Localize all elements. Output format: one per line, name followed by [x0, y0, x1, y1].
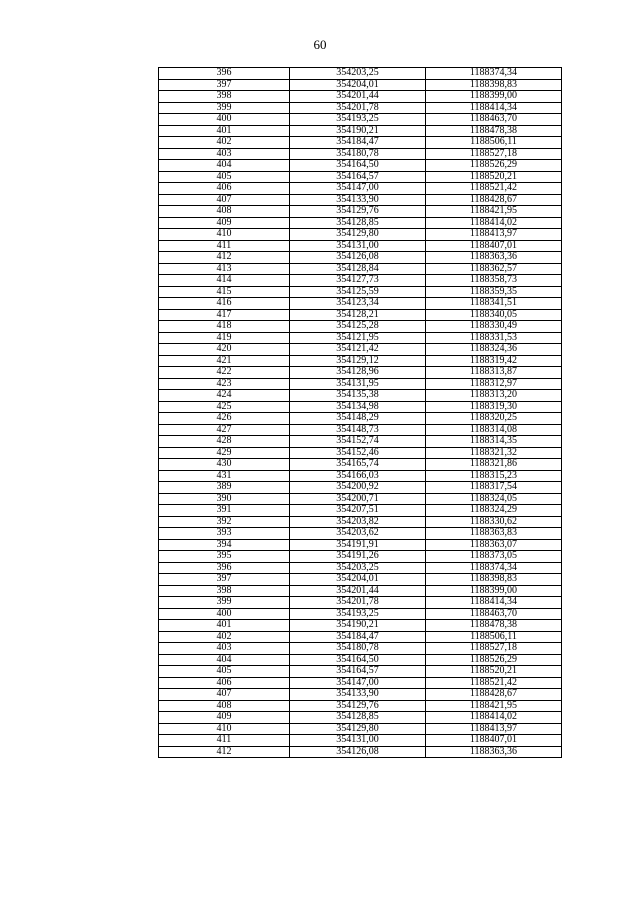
x-coordinate-cell: 354203,82 — [290, 516, 426, 528]
point-number-cell: 400 — [159, 114, 290, 126]
point-number-cell: 398 — [159, 91, 290, 103]
x-coordinate-cell: 354190,21 — [290, 125, 426, 137]
x-coordinate-cell: 354201,78 — [290, 102, 426, 114]
x-coordinate-cell: 354126,08 — [290, 252, 426, 264]
table-row — [159, 275, 562, 287]
table-row — [159, 505, 562, 517]
x-coordinate-cell: 354129,76 — [290, 700, 426, 712]
table-row — [159, 79, 562, 91]
table-row — [159, 240, 562, 252]
y-coordinate-cell: 1188359,35 — [426, 286, 562, 298]
table-row — [159, 413, 562, 425]
table-row — [159, 447, 562, 459]
point-number-cell: 410 — [159, 723, 290, 735]
y-coordinate-cell: 1188520,21 — [426, 666, 562, 678]
x-coordinate-cell: 354148,29 — [290, 413, 426, 425]
x-coordinate-cell: 354200,71 — [290, 493, 426, 505]
x-coordinate-cell: 354180,78 — [290, 148, 426, 160]
point-number-cell: 414 — [159, 275, 290, 287]
y-coordinate-cell: 1188413,97 — [426, 229, 562, 241]
y-coordinate-cell: 1188398,83 — [426, 574, 562, 586]
x-coordinate-cell: 354190,21 — [290, 620, 426, 632]
table-row — [159, 424, 562, 436]
point-number-cell: 412 — [159, 252, 290, 264]
y-coordinate-cell: 1188521,42 — [426, 677, 562, 689]
table-row — [159, 712, 562, 724]
point-number-cell: 417 — [159, 309, 290, 321]
point-number-cell: 425 — [159, 401, 290, 413]
point-number-cell: 399 — [159, 102, 290, 114]
x-coordinate-cell: 354201,44 — [290, 91, 426, 103]
table-row — [159, 217, 562, 229]
point-number-cell: 392 — [159, 516, 290, 528]
table-row — [159, 528, 562, 540]
x-coordinate-cell: 354164,57 — [290, 171, 426, 183]
point-number-cell: 404 — [159, 160, 290, 172]
y-coordinate-cell: 1188374,34 — [426, 562, 562, 574]
table-row — [159, 298, 562, 310]
y-coordinate-cell: 1188330,62 — [426, 516, 562, 528]
x-coordinate-cell: 354200,92 — [290, 482, 426, 494]
table-row — [159, 677, 562, 689]
table-row — [159, 390, 562, 402]
point-number-cell: 421 — [159, 355, 290, 367]
y-coordinate-cell: 1188413,97 — [426, 723, 562, 735]
x-coordinate-cell: 354131,95 — [290, 378, 426, 390]
point-number-cell: 402 — [159, 137, 290, 149]
y-coordinate-cell: 1188414,34 — [426, 597, 562, 609]
x-coordinate-cell: 354128,96 — [290, 367, 426, 379]
point-number-cell: 427 — [159, 424, 290, 436]
x-coordinate-cell: 354165,74 — [290, 459, 426, 471]
point-number-cell: 409 — [159, 217, 290, 229]
point-number-cell: 428 — [159, 436, 290, 448]
table-row — [159, 436, 562, 448]
y-coordinate-cell: 1188428,67 — [426, 194, 562, 206]
x-coordinate-cell: 354128,84 — [290, 263, 426, 275]
point-number-cell: 413 — [159, 263, 290, 275]
point-number-cell: 393 — [159, 528, 290, 540]
table-row — [159, 91, 562, 103]
y-coordinate-cell: 1188319,42 — [426, 355, 562, 367]
x-coordinate-cell: 354133,90 — [290, 689, 426, 701]
y-coordinate-cell: 1188506,11 — [426, 137, 562, 149]
table-row — [159, 620, 562, 632]
point-number-cell: 431 — [159, 470, 290, 482]
y-coordinate-cell: 1188421,95 — [426, 700, 562, 712]
table-row — [159, 309, 562, 321]
table-row — [159, 631, 562, 643]
y-coordinate-cell: 1188399,00 — [426, 585, 562, 597]
y-coordinate-cell: 1188399,00 — [426, 91, 562, 103]
x-coordinate-cell: 354147,00 — [290, 183, 426, 195]
x-coordinate-cell: 354184,47 — [290, 137, 426, 149]
y-coordinate-cell: 1188321,32 — [426, 447, 562, 459]
y-coordinate-cell: 1188358,73 — [426, 275, 562, 287]
point-number-cell: 412 — [159, 746, 290, 758]
y-coordinate-cell: 1188373,05 — [426, 551, 562, 563]
x-coordinate-cell: 354180,78 — [290, 643, 426, 655]
table-row — [159, 654, 562, 666]
x-coordinate-cell: 354129,12 — [290, 355, 426, 367]
x-coordinate-cell: 354164,57 — [290, 666, 426, 678]
x-coordinate-cell: 354128,85 — [290, 217, 426, 229]
y-coordinate-cell: 1188506,11 — [426, 631, 562, 643]
table-row — [159, 102, 562, 114]
table-row — [159, 206, 562, 218]
y-coordinate-cell: 1188341,51 — [426, 298, 562, 310]
table-row — [159, 125, 562, 137]
point-number-cell: 402 — [159, 631, 290, 643]
table-row — [159, 608, 562, 620]
x-coordinate-cell: 354131,00 — [290, 735, 426, 747]
coordinates-table — [158, 67, 562, 758]
y-coordinate-cell: 1188363,36 — [426, 746, 562, 758]
y-coordinate-cell: 1188527,18 — [426, 643, 562, 655]
table-row — [159, 367, 562, 379]
x-coordinate-cell: 354193,25 — [290, 114, 426, 126]
x-coordinate-cell: 354125,28 — [290, 321, 426, 333]
x-coordinate-cell: 354201,44 — [290, 585, 426, 597]
point-number-cell: 426 — [159, 413, 290, 425]
table-row — [159, 194, 562, 206]
y-coordinate-cell: 1188520,21 — [426, 171, 562, 183]
point-number-cell: 416 — [159, 298, 290, 310]
point-number-cell: 396 — [159, 68, 290, 80]
point-number-cell: 408 — [159, 206, 290, 218]
coordinates-table-body — [159, 68, 562, 758]
table-row — [159, 344, 562, 356]
point-number-cell: 398 — [159, 585, 290, 597]
table-row — [159, 114, 562, 126]
table-row — [159, 470, 562, 482]
table-row — [159, 643, 562, 655]
y-coordinate-cell: 1188330,49 — [426, 321, 562, 333]
y-coordinate-cell: 1188421,95 — [426, 206, 562, 218]
table-row — [159, 229, 562, 241]
x-coordinate-cell: 354125,59 — [290, 286, 426, 298]
x-coordinate-cell: 354204,01 — [290, 574, 426, 586]
page-number: 60 — [313, 37, 327, 52]
table-row — [159, 539, 562, 551]
table-row — [159, 252, 562, 264]
point-number-cell: 399 — [159, 597, 290, 609]
table-row — [159, 585, 562, 597]
y-coordinate-cell: 1188398,83 — [426, 79, 562, 91]
table-row — [159, 171, 562, 183]
x-coordinate-cell: 354121,95 — [290, 332, 426, 344]
x-coordinate-cell: 354203,62 — [290, 528, 426, 540]
x-coordinate-cell: 354203,25 — [290, 68, 426, 80]
point-number-cell: 390 — [159, 493, 290, 505]
table-row — [159, 551, 562, 563]
table-row — [159, 482, 562, 494]
y-coordinate-cell: 1188362,57 — [426, 263, 562, 275]
x-coordinate-cell: 354191,26 — [290, 551, 426, 563]
table-row — [159, 516, 562, 528]
x-coordinate-cell: 354123,34 — [290, 298, 426, 310]
x-coordinate-cell: 354204,01 — [290, 79, 426, 91]
table-row — [159, 148, 562, 160]
x-coordinate-cell: 354129,80 — [290, 229, 426, 241]
point-number-cell: 389 — [159, 482, 290, 494]
x-coordinate-cell: 354129,80 — [290, 723, 426, 735]
table-row — [159, 562, 562, 574]
y-coordinate-cell: 1188315,23 — [426, 470, 562, 482]
x-coordinate-cell: 354152,46 — [290, 447, 426, 459]
table-row — [159, 723, 562, 735]
table-row — [159, 183, 562, 195]
x-coordinate-cell: 354127,73 — [290, 275, 426, 287]
y-coordinate-cell: 1188407,01 — [426, 240, 562, 252]
y-coordinate-cell: 1188331,53 — [426, 332, 562, 344]
point-number-cell: 401 — [159, 620, 290, 632]
x-coordinate-cell: 354191,91 — [290, 539, 426, 551]
table-row — [159, 700, 562, 712]
table-row — [159, 321, 562, 333]
table-row — [159, 666, 562, 678]
y-coordinate-cell: 1188463,70 — [426, 114, 562, 126]
point-number-cell: 394 — [159, 539, 290, 551]
point-number-cell: 400 — [159, 608, 290, 620]
y-coordinate-cell: 1188414,02 — [426, 712, 562, 724]
y-coordinate-cell: 1188324,05 — [426, 493, 562, 505]
point-number-cell: 395 — [159, 551, 290, 563]
point-number-cell: 419 — [159, 332, 290, 344]
y-coordinate-cell: 1188319,30 — [426, 401, 562, 413]
point-number-cell: 408 — [159, 700, 290, 712]
point-number-cell: 397 — [159, 574, 290, 586]
table-row — [159, 493, 562, 505]
point-number-cell: 403 — [159, 643, 290, 655]
x-coordinate-cell: 354131,00 — [290, 240, 426, 252]
table-row — [159, 332, 562, 344]
x-coordinate-cell: 354152,74 — [290, 436, 426, 448]
y-coordinate-cell: 1188363,07 — [426, 539, 562, 551]
x-coordinate-cell: 354121,42 — [290, 344, 426, 356]
y-coordinate-cell: 1188313,87 — [426, 367, 562, 379]
y-coordinate-cell: 1188407,01 — [426, 735, 562, 747]
point-number-cell: 430 — [159, 459, 290, 471]
point-number-cell: 409 — [159, 712, 290, 724]
x-coordinate-cell: 354203,25 — [290, 562, 426, 574]
point-number-cell: 429 — [159, 447, 290, 459]
table-row — [159, 160, 562, 172]
x-coordinate-cell: 354128,85 — [290, 712, 426, 724]
y-coordinate-cell: 1188428,67 — [426, 689, 562, 701]
y-coordinate-cell: 1188313,20 — [426, 390, 562, 402]
x-coordinate-cell: 354133,90 — [290, 194, 426, 206]
x-coordinate-cell: 354207,51 — [290, 505, 426, 517]
y-coordinate-cell: 1188463,70 — [426, 608, 562, 620]
y-coordinate-cell: 1188527,18 — [426, 148, 562, 160]
table-row — [159, 746, 562, 758]
x-coordinate-cell: 354166,03 — [290, 470, 426, 482]
y-coordinate-cell: 1188526,29 — [426, 654, 562, 666]
point-number-cell: 403 — [159, 148, 290, 160]
point-number-cell: 411 — [159, 240, 290, 252]
y-coordinate-cell: 1188363,83 — [426, 528, 562, 540]
point-number-cell: 418 — [159, 321, 290, 333]
point-number-cell: 423 — [159, 378, 290, 390]
y-coordinate-cell: 1188321,86 — [426, 459, 562, 471]
table-row — [159, 263, 562, 275]
table-row — [159, 735, 562, 747]
point-number-cell: 396 — [159, 562, 290, 574]
x-coordinate-cell: 354147,00 — [290, 677, 426, 689]
y-coordinate-cell: 1188324,29 — [426, 505, 562, 517]
y-coordinate-cell: 1188414,02 — [426, 217, 562, 229]
table-row — [159, 68, 562, 80]
point-number-cell: 405 — [159, 171, 290, 183]
y-coordinate-cell: 1188312,97 — [426, 378, 562, 390]
y-coordinate-cell: 1188363,36 — [426, 252, 562, 264]
y-coordinate-cell: 1188317,54 — [426, 482, 562, 494]
y-coordinate-cell: 1188374,34 — [426, 68, 562, 80]
y-coordinate-cell: 1188521,42 — [426, 183, 562, 195]
x-coordinate-cell: 354129,76 — [290, 206, 426, 218]
point-number-cell: 406 — [159, 677, 290, 689]
point-number-cell: 410 — [159, 229, 290, 241]
point-number-cell: 415 — [159, 286, 290, 298]
table-row — [159, 459, 562, 471]
table-row — [159, 378, 562, 390]
y-coordinate-cell: 1188314,35 — [426, 436, 562, 448]
x-coordinate-cell: 354193,25 — [290, 608, 426, 620]
y-coordinate-cell: 1188324,36 — [426, 344, 562, 356]
table-row — [159, 574, 562, 586]
table-row — [159, 137, 562, 149]
y-coordinate-cell: 1188478,38 — [426, 620, 562, 632]
x-coordinate-cell: 354164,50 — [290, 160, 426, 172]
y-coordinate-cell: 1188314,08 — [426, 424, 562, 436]
point-number-cell: 397 — [159, 79, 290, 91]
x-coordinate-cell: 354128,21 — [290, 309, 426, 321]
y-coordinate-cell: 1188526,29 — [426, 160, 562, 172]
point-number-cell: 420 — [159, 344, 290, 356]
point-number-cell: 422 — [159, 367, 290, 379]
y-coordinate-cell: 1188414,34 — [426, 102, 562, 114]
table-row — [159, 597, 562, 609]
y-coordinate-cell: 1188320,25 — [426, 413, 562, 425]
point-number-cell: 407 — [159, 194, 290, 206]
x-coordinate-cell: 354148,73 — [290, 424, 426, 436]
x-coordinate-cell: 354184,47 — [290, 631, 426, 643]
point-number-cell: 391 — [159, 505, 290, 517]
x-coordinate-cell: 354134,98 — [290, 401, 426, 413]
table-row — [159, 355, 562, 367]
table-row — [159, 401, 562, 413]
point-number-cell: 404 — [159, 654, 290, 666]
point-number-cell: 405 — [159, 666, 290, 678]
point-number-cell: 406 — [159, 183, 290, 195]
x-coordinate-cell: 354135,38 — [290, 390, 426, 402]
point-number-cell: 401 — [159, 125, 290, 137]
point-number-cell: 411 — [159, 735, 290, 747]
point-number-cell: 424 — [159, 390, 290, 402]
table-row — [159, 689, 562, 701]
x-coordinate-cell: 354201,78 — [290, 597, 426, 609]
x-coordinate-cell: 354126,08 — [290, 746, 426, 758]
point-number-cell: 407 — [159, 689, 290, 701]
y-coordinate-cell: 1188340,05 — [426, 309, 562, 321]
y-coordinate-cell: 1188478,38 — [426, 125, 562, 137]
table-row — [159, 286, 562, 298]
x-coordinate-cell: 354164,50 — [290, 654, 426, 666]
